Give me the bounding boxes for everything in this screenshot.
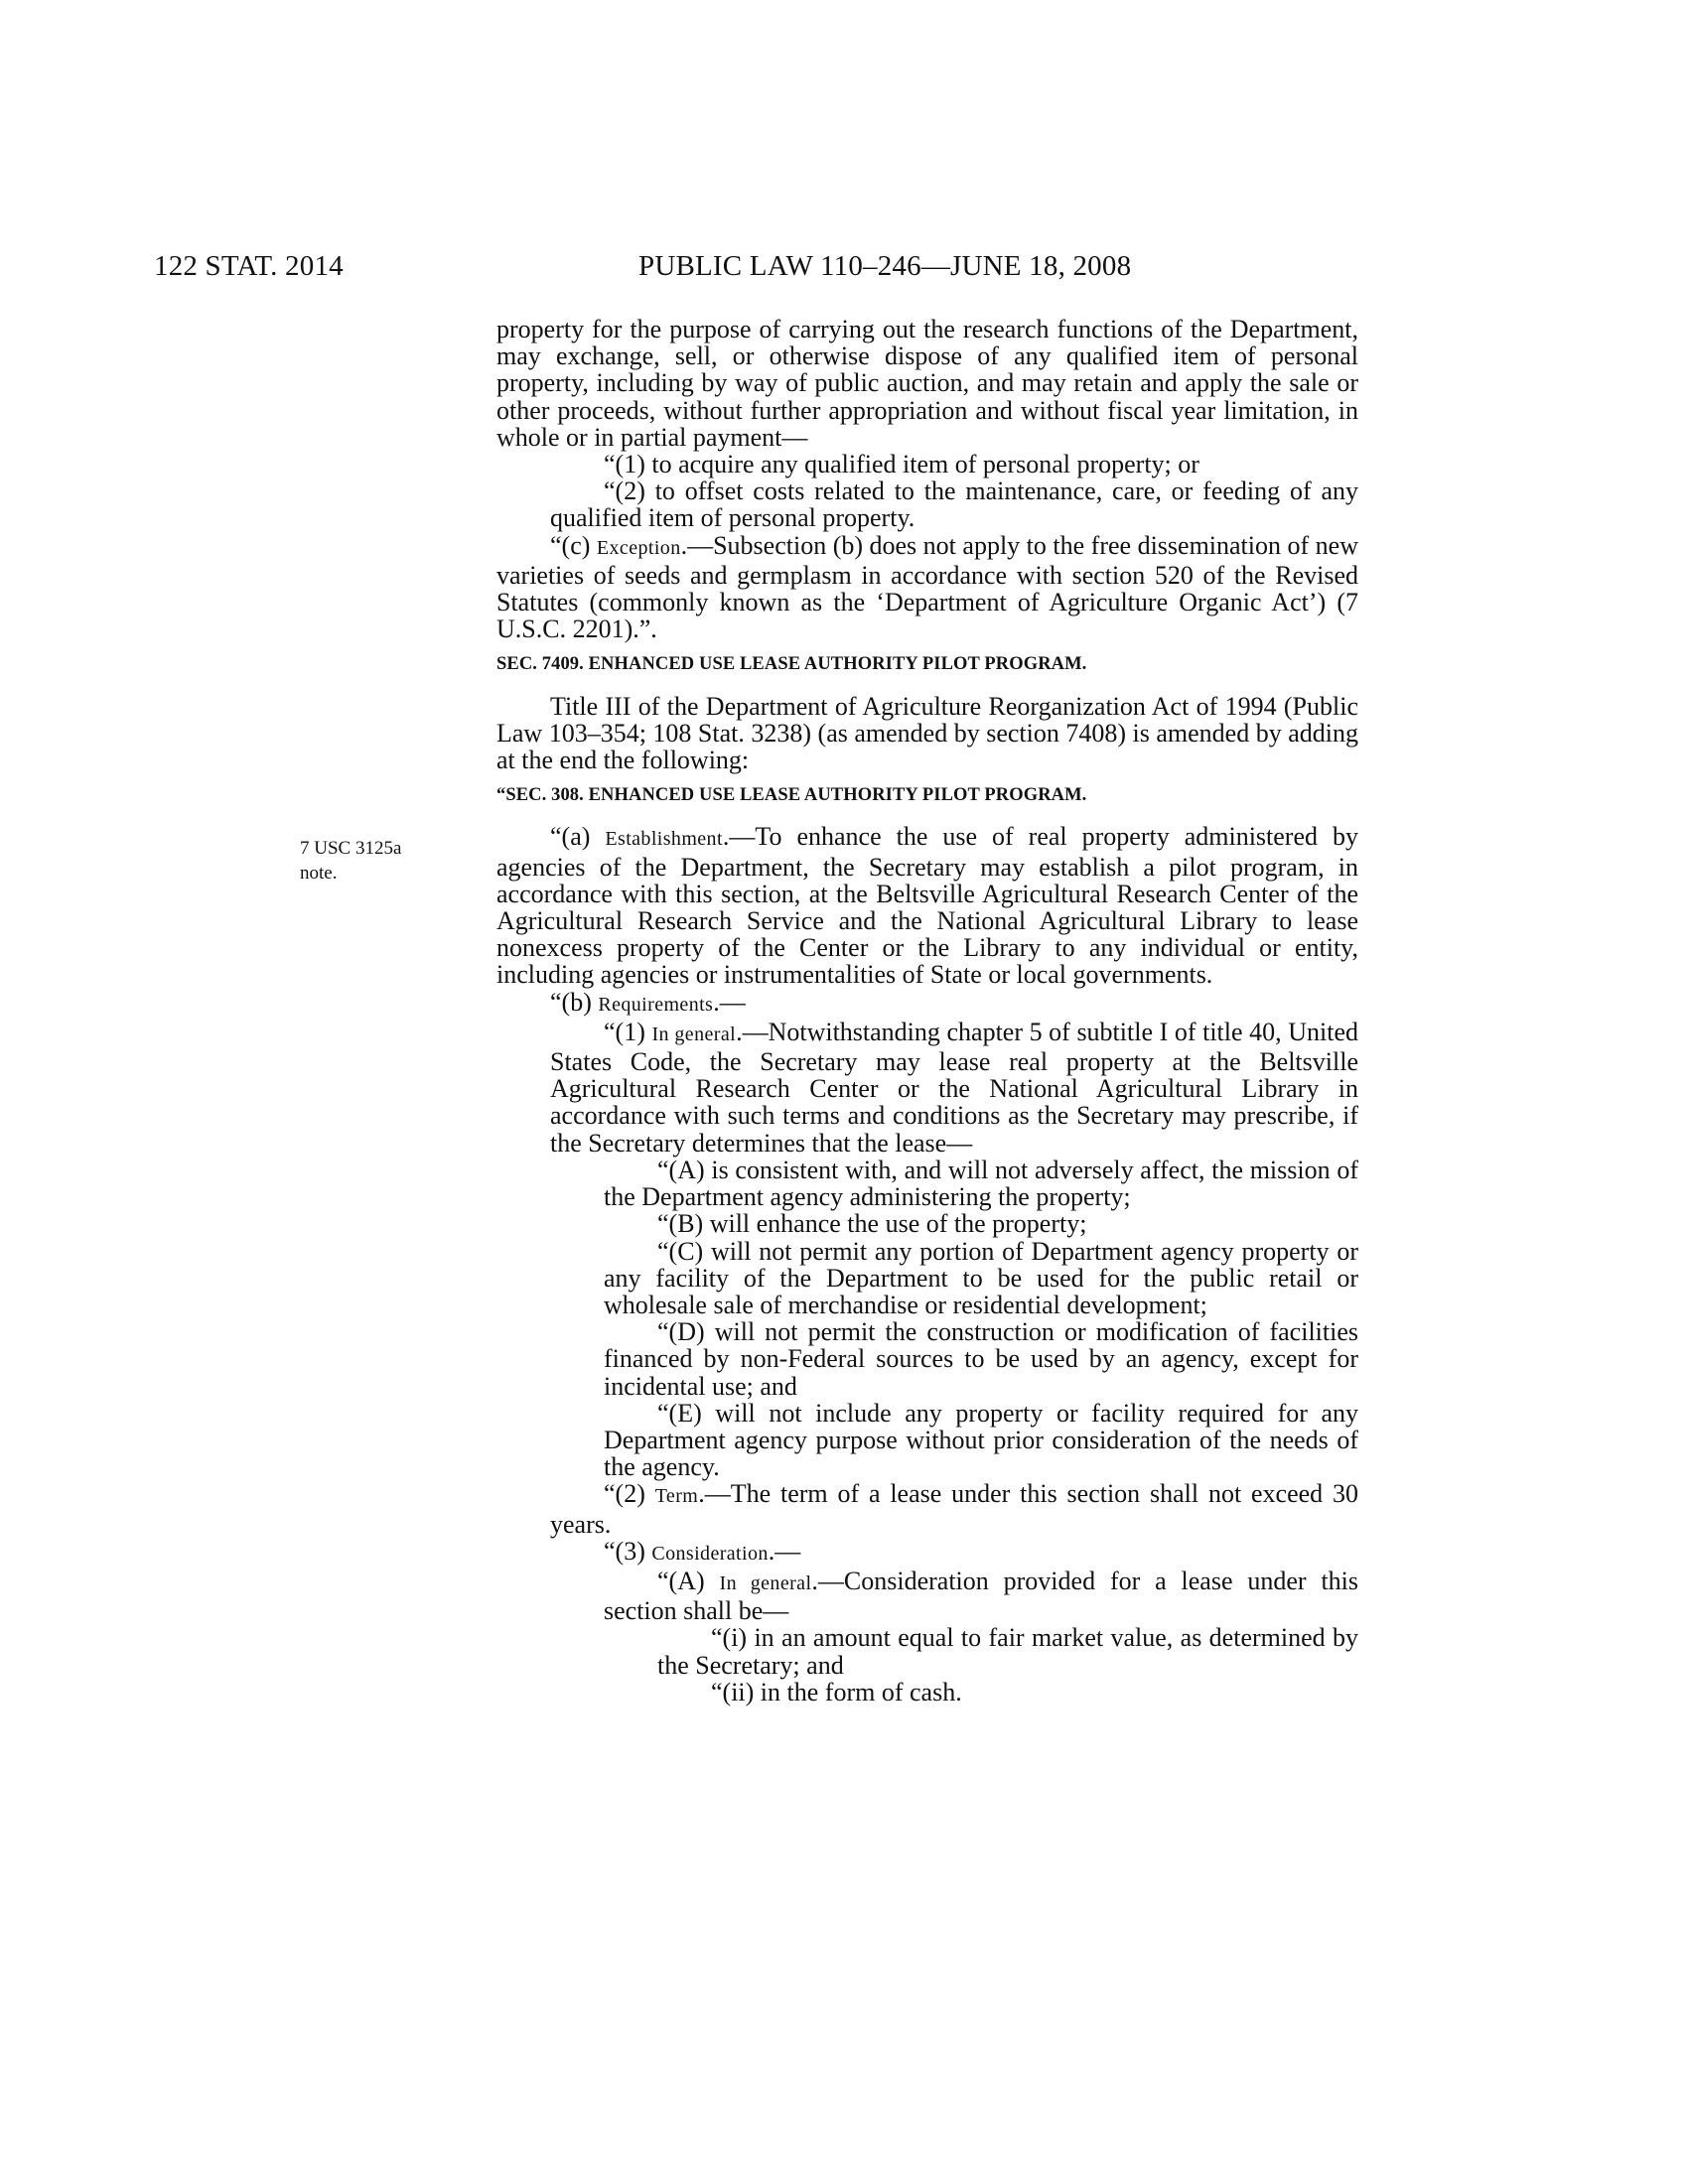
subsection-b bbox=[496, 989, 1358, 1019]
subparagraph-e: “(E) will not include any property or facility required for any Department agency purpose without prior consideration of the needs of the agency. bbox=[604, 1398, 1358, 1482]
subsection-c-text: .—Subsection (b) does not apply to the free dissemination of new varieties of seeds and germplasm in accordance with section 520 of the Revised Statutes (commonly known as the ‘Department of Agriculture Organic Act’) (7 U.S.C. 2201).”. bbox=[496, 530, 1358, 644]
paragraph-2-term bbox=[550, 1480, 1358, 1537]
margin-note-citation: 7 USC 3125a bbox=[300, 838, 402, 859]
subsection-a-text: .—To enhance the use of real property administered by agencies of the Department, the Secretary may establish a pilot program, in accordance with this section, at the Beltsville Agricultural Research Center of the Agricultural Research Service and the National Agricultural Library to lease nonexcess property of the Center or the Library to any individual or entity, including agencies or instrumentalities of State or local governments. bbox=[496, 822, 1358, 990]
paragraph-b1-label: “(1) bbox=[604, 1017, 652, 1046]
page-number: 122 STAT. 2014 bbox=[154, 250, 344, 282]
paragraph-b1-text: .—Notwithstanding chapter 5 of subtitle I of title 40, United States Code, the Secretary may lease real property at the Beltsville Agricultural Research Center or the National Agricultural Library in accordance with such terms and conditions as the Secretary may prescribe, if the Secretary determines that the lease— bbox=[550, 1017, 1358, 1158]
consideration-a-text: .—Consideration provided for a lease under this section shall be— bbox=[604, 1566, 1359, 1626]
paragraph-3-consideration bbox=[550, 1538, 1358, 1568]
subsection-c-label: “(c) bbox=[550, 530, 597, 560]
subparagraph-b: “(B) will enhance the use of the property; bbox=[657, 1209, 1087, 1239]
subsection-b-caption: Requirements bbox=[598, 993, 714, 1016]
subsection-a bbox=[496, 823, 1358, 988]
subsection-a-caption: Establishment bbox=[605, 828, 723, 851]
margin-note bbox=[300, 836, 439, 886]
subparagraph-d: “(D) will not permit the construction or modification of facilities financed by non-Federal sources to be used by an agency, except for incidental use; and bbox=[604, 1317, 1358, 1401]
subsection-b-text: .— bbox=[713, 987, 746, 1017]
paragraph-3-text: .— bbox=[768, 1536, 801, 1566]
paragraph-b1-caption: In general bbox=[651, 1023, 737, 1045]
paragraph-b1-in-general bbox=[550, 1019, 1358, 1157]
title-iii-paragraph: Title III of the Department of Agriculture Reorganization Act of 1994 (Public Law 103–354; 108 Stat. 3238) (as amended by section 7408) is amended by adding at the end the following: bbox=[496, 691, 1358, 775]
margin-note-label: note. bbox=[300, 863, 338, 884]
paragraph-3-caption: Consideration bbox=[651, 1542, 769, 1565]
subsection-b-label: “(b) bbox=[550, 987, 599, 1017]
paragraph-2-caption: Term bbox=[654, 1485, 699, 1508]
document-body bbox=[496, 316, 1358, 1706]
subsection-a-label: “(a) bbox=[550, 822, 606, 852]
page-header bbox=[0, 250, 1688, 290]
clause-b2: “(2) to offset costs related to the maintenance, care, or feeding of any qualified item of personal property. bbox=[550, 477, 1358, 533]
paragraph-2-label: “(2) bbox=[604, 1479, 655, 1509]
clause-i: “(i) in an amount equal to fair market value, as determined by the Secretary; and bbox=[657, 1623, 1358, 1680]
subsection-c-caption: Exception bbox=[596, 536, 681, 559]
running-head: PUBLIC LAW 110–246—JUNE 18, 2008 bbox=[638, 250, 1132, 282]
subparagraph-c: “(C) will not permit any portion of Department agency property or any facility of the Department to be used for the public retail or wholesale sale of merchandise or residential development; bbox=[604, 1236, 1358, 1319]
subparagraph-a: “(A) is consistent with, and will not adversely affect, the mission of the Department agency administering the property; bbox=[604, 1155, 1358, 1212]
section-7409-heading: SEC. 7409. ENHANCED USE LEASE AUTHORITY PILOT PROGRAM. bbox=[496, 654, 1087, 675]
consideration-a-caption: In general bbox=[719, 1571, 812, 1594]
consideration-subparagraph-a bbox=[604, 1568, 1358, 1624]
consideration-a-label: “(A) bbox=[657, 1566, 720, 1595]
subsection-c bbox=[496, 532, 1358, 643]
paragraph-3-label: “(3) bbox=[604, 1536, 652, 1566]
clause-ii: “(ii) in the form of cash. bbox=[711, 1677, 962, 1706]
paragraph-2-text: .—The term of a lease under this section shall not exceed 30 years. bbox=[550, 1479, 1358, 1539]
clause-b1: “(1) to acquire any qualified item of personal property; or bbox=[604, 450, 1199, 479]
section-308-heading: “SEC. 308. ENHANCED USE LEASE AUTHORITY PILOT PROGRAM. bbox=[496, 785, 1087, 806]
continuation-paragraph: property for the purpose of carrying out the research functions of the Department, may exchange, sell, or otherwise dispose of any qualified item of personal property, including by way of public auction, and may retain and apply the sale or other proceeds, without further appropriation and without fiscal year limitation, in whole or in partial payment— bbox=[496, 315, 1358, 452]
